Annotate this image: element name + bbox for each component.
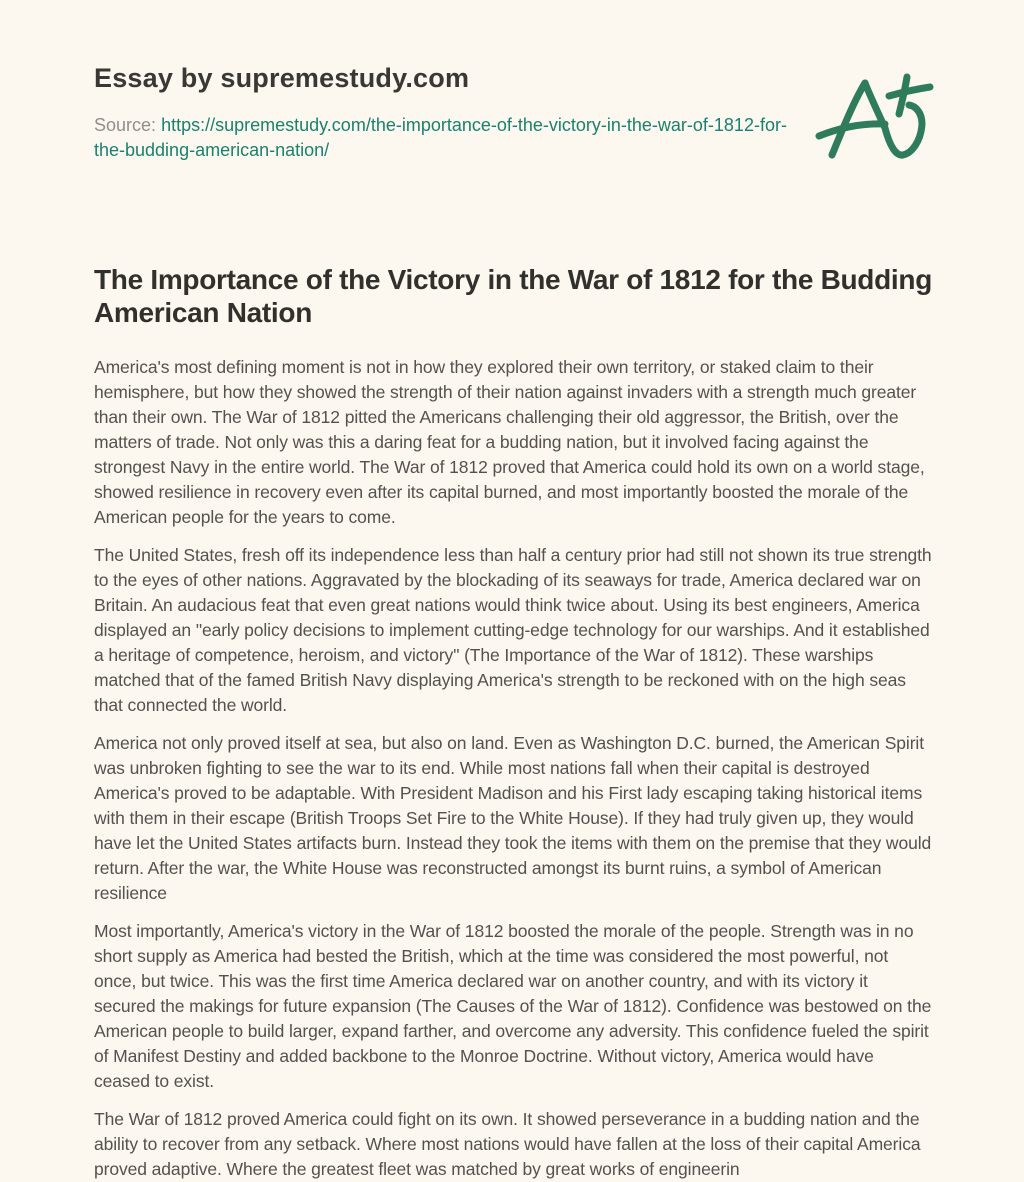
essay-byline: Essay by supremestudy.com (94, 63, 470, 93)
essay-paragraph: The United States, fresh off its independence less than half a century prior had still not shown its true strength to the eyes of other nations. Aggravated by the blockading of its seaways for trade, America declared war on Britain. An audacious feat that even great nations would think twice about. Using its best engineers, America displayed an "early policy decisions to implement cutting-edge technology for our warships. And it established a heritage of competence, heroism, and victory" (The Importance of the War of 1812). These warships matched that of the famed British Navy displaying America's strength to be reckoned with on the high seas that connected the world. (94, 545, 932, 715)
essay-paragraph: America's most defining moment is not in how they explored their own territory, or staked claim to their hemisphere, but how they showed the strength of their nation against invaders with a strength much greater than their own. The War of 1812 pitted the Americans challenging their old aggressor, the British, over the matters of trade. Not only was this a daring feat for a budding nation, but it involved facing against the strongest Navy in the entire world. The War of 1812 proved that America could hold its own on a world stage, showed resilience in recovery even after its capital burned, and most importantly boosted the morale of the American people for the years to come. (94, 357, 925, 527)
source-label: Source: (94, 115, 157, 135)
source-link[interactable]: https://supremestudy.com/the-importance-of-the-victory-in-the-war-of-1812-for-the-budding-american-nation/ (94, 115, 787, 160)
essay-title: The Importance of the Victory in the War of 1812 for the Budding American Nation (94, 264, 932, 328)
logo-plus-horizontal (889, 87, 930, 96)
a-plus-logo-icon (812, 70, 934, 162)
essay-body (94, 355, 934, 1182)
source-line (94, 113, 794, 163)
logo-a-left-leg (832, 83, 865, 155)
essay-paragraph: America not only proved itself at sea, but also on land. Even as Washington D.C. burned, the American Spirit was unbroken fighting to see the war to its end. While most nations fall when their capital is destroyed America's proved to be adaptable. With President Madison and his First lady escaping taking historical items with them in their escape (British Troops Set Fire to the White House). If they had truly given up, they would have let the United States artifacts burn. Instead they took the items with them on the premise that they would return. After the war, the White House was reconstructed amongst its burnt ruins, a symbol of American resilience (94, 733, 932, 903)
essay-paragraph: The War of 1812 proved America could fight on its own. It showed perseverance in a budding nation and the ability to recover from any setback. Where most nations would have fallen at the loss of their capital America proved adaptive. Where the greatest fleet was matched by great works of engineerin (94, 1109, 921, 1179)
essay-paragraph: Most importantly, America's victory in the War of 1812 boosted the morale of the people. Strength was in no short supply as America had bested the British, which at the time was considered the most powerful, not once, but twice. This was the first time America declared war on another country, and with its victory it secured the makings for future expansion (The Causes of the War of 1812). Confidence was bestowed on the American people to build larger, expand farther, and overcome any adversity. This confidence fueled the spirit of Manifest Destiny and added backbone to the Monroe Doctrine. Without victory, America would have ceased to exist. (94, 921, 932, 1091)
logo-a-crossbar (819, 124, 885, 136)
